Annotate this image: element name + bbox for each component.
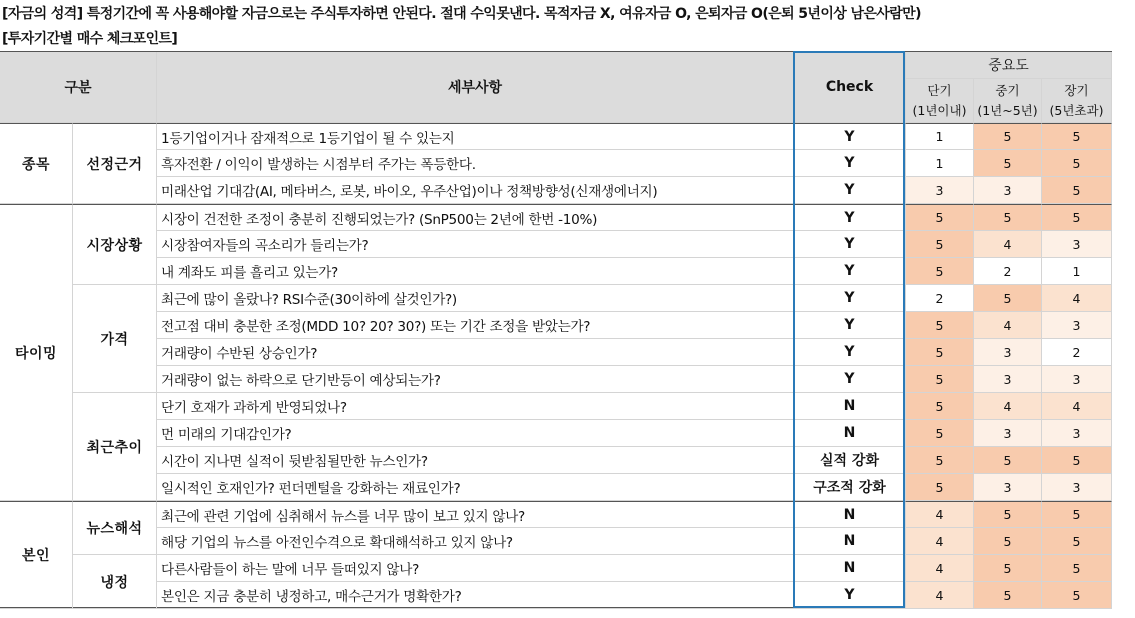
header-long-label: 장기 [1064,83,1089,98]
importance-short: 5 [906,204,974,231]
importance-long: 5 [1042,123,1112,150]
row-detail: 시장이 건전한 조정이 충분히 진행되었는가? (SnP500는 2년에 한번 -10%) [157,204,794,231]
row-detail: 먼 미래의 기대감인가? [157,420,794,447]
importance-mid: 4 [974,231,1042,258]
row-detail: 시장참여자들의 곡소리가 들리는가? [157,231,794,258]
importance-long: 4 [1042,285,1112,312]
importance-short: 5 [906,312,974,339]
row-detail: 전고점 대비 충분한 조정(MDD 10? 20? 30?) 또는 기간 조정을 받았는가? [157,312,794,339]
importance-mid: 3 [974,420,1042,447]
header-detail: 세부사항 [157,52,794,123]
header-short-term [906,79,974,123]
row-check: Y [794,285,906,312]
importance-mid: 5 [974,501,1042,528]
importance-short: 5 [906,393,974,420]
row-check: N [794,393,906,420]
importance-long: 3 [1042,312,1112,339]
row-detail: 최근에 많이 올랐나? RSI수준(30이하에 살것인가?) [157,285,794,312]
importance-short: 4 [906,528,974,555]
row-detail: 시간이 지나면 실적이 뒷받침될만한 뉴스인가? [157,447,794,474]
importance-long: 5 [1042,204,1112,231]
importance-mid: 3 [974,474,1042,501]
importance-mid: 2 [974,258,1042,285]
row-check: 실적 강화 [794,447,906,474]
importance-long: 5 [1042,177,1112,204]
row-check: N [794,501,906,528]
row-detail: 1등기업이거나 잠재적으로 1등기업이 될 수 있는지 [157,123,794,150]
importance-mid: 5 [974,123,1042,150]
header-short-range: (1년이내) [912,103,967,118]
importance-long: 3 [1042,420,1112,447]
header-short-label: 단기 [927,83,952,98]
subgroup-label: 시장상황 [73,204,157,285]
importance-long: 5 [1042,150,1112,177]
row-check: Y [794,258,906,285]
importance-long: 5 [1042,555,1112,582]
importance-long: 5 [1042,501,1112,528]
importance-short: 5 [906,447,974,474]
importance-short: 5 [906,474,974,501]
row-detail: 거래량이 수반된 상승인가? [157,339,794,366]
row-detail: 일시적인 호재인가? 펀더멘털을 강화하는 재료인가? [157,474,794,501]
subgroup-label: 뉴스해석 [73,501,157,555]
header-long-range: (5년초과) [1049,103,1104,118]
importance-short: 5 [906,420,974,447]
header-line-checkpoints: [투자기간별 매수 체크포인트] [2,31,178,47]
importance-mid: 5 [974,528,1042,555]
row-check: Y [794,366,906,393]
importance-long: 3 [1042,366,1112,393]
subgroup-label: 최근추이 [73,393,157,501]
group-label: 타이밍 [0,204,73,501]
row-check: Y [794,231,906,258]
importance-short: 5 [906,366,974,393]
row-check: Y [794,312,906,339]
header-mid-term [974,79,1042,123]
row-check: Y [794,150,906,177]
importance-mid: 4 [974,393,1042,420]
row-detail: 미래산업 기대감(AI, 메타버스, 로봇, 바이오, 우주산업)이나 정책방향성(신재생에너지) [157,177,794,204]
header-category: 구분 [0,52,157,123]
row-check: Y [794,123,906,150]
row-check: N [794,420,906,447]
row-detail: 본인은 지금 충분히 냉정하고, 매수근거가 명확한가? [157,582,794,609]
importance-long: 5 [1042,582,1112,609]
header-long-term [1042,79,1112,123]
header-line-fund-nature: [자금의 성격] 특정기간에 꼭 사용해야할 자금으로는 주식투자하면 안된다. 절대 수익못낸다. 목적자금 X, 여유자금 O, 은퇴자금 O(은퇴 5년이상 남은사람만) [2,6,921,22]
importance-short: 1 [906,123,974,150]
header-mid-label: 중기 [995,83,1020,98]
importance-short: 4 [906,501,974,528]
importance-short: 4 [906,555,974,582]
importance-mid: 5 [974,582,1042,609]
importance-short: 5 [906,258,974,285]
subgroup-label: 선정근거 [73,123,157,204]
row-check: Y [794,204,906,231]
group-label: 본인 [0,501,73,609]
importance-long: 4 [1042,393,1112,420]
importance-short: 3 [906,177,974,204]
importance-long: 3 [1042,474,1112,501]
row-check: N [794,528,906,555]
importance-mid: 5 [974,447,1042,474]
header-check: Check [794,52,906,123]
importance-mid: 3 [974,339,1042,366]
importance-mid: 5 [974,555,1042,582]
importance-long: 5 [1042,447,1112,474]
importance-mid: 3 [974,177,1042,204]
importance-long: 2 [1042,339,1112,366]
importance-short: 5 [906,231,974,258]
row-detail: 단기 호재가 과하게 반영되었나? [157,393,794,420]
checkpoint-table [0,51,1112,608]
row-detail: 거래량이 없는 하락으로 단기반등이 예상되는가? [157,366,794,393]
importance-mid: 5 [974,204,1042,231]
importance-short: 2 [906,285,974,312]
row-check: Y [794,582,906,609]
importance-long: 1 [1042,258,1112,285]
row-detail: 흑자전환 / 이익이 발생하는 시점부터 주가는 폭등한다. [157,150,794,177]
importance-mid: 5 [974,150,1042,177]
header-importance: 중요도 [906,52,1112,79]
row-check: Y [794,339,906,366]
importance-short: 5 [906,339,974,366]
subgroup-label: 가격 [73,285,157,393]
header-mid-range: (1년~5년) [977,103,1038,118]
row-detail: 최근에 관련 기업에 심취해서 뉴스를 너무 많이 보고 있지 않나? [157,501,794,528]
importance-mid: 4 [974,312,1042,339]
importance-long: 5 [1042,528,1112,555]
importance-short: 1 [906,150,974,177]
importance-long: 3 [1042,231,1112,258]
row-detail: 해당 기업의 뉴스를 아전인수격으로 확대해석하고 있지 않나? [157,528,794,555]
importance-short: 4 [906,582,974,609]
importance-mid: 3 [974,366,1042,393]
row-detail: 내 계좌도 피를 흘리고 있는가? [157,258,794,285]
importance-mid: 5 [974,285,1042,312]
row-check: Y [794,177,906,204]
row-check: 구조적 강화 [794,474,906,501]
row-detail: 다른사람들이 하는 말에 너무 들떠있지 않나? [157,555,794,582]
row-check: N [794,555,906,582]
group-label: 종목 [0,123,73,204]
subgroup-label: 냉정 [73,555,157,609]
